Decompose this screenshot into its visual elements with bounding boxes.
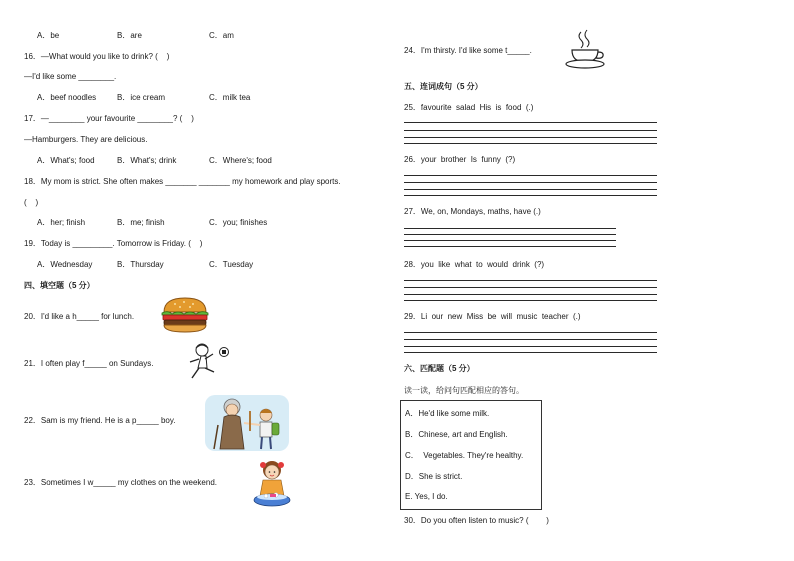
answer-line xyxy=(404,122,657,123)
answer-line xyxy=(404,294,657,295)
q18-option-c: C．you; finishes xyxy=(209,218,268,227)
teacup-icon xyxy=(563,28,607,72)
q22-text: 22．Sam is my friend. He is a p_____ boy. xyxy=(24,416,176,425)
q15-option-b: B．are xyxy=(117,31,142,40)
q17-option-a: A．What's; food xyxy=(37,156,95,165)
q18-answer-paren: ( ) xyxy=(24,198,39,207)
answer-line xyxy=(404,280,657,281)
q16-option-a: A．beef noodles xyxy=(37,93,97,102)
q15-option-a: A．be xyxy=(37,31,60,40)
answer-choice-a: A．He'd like some milk. xyxy=(405,409,490,418)
answer-choice-e: E. Yes, I do. xyxy=(405,492,448,501)
answer-line xyxy=(404,137,657,138)
q16-option-b: B．ice cream xyxy=(117,93,166,102)
section-6-title: 六、匹配题（5 分） xyxy=(404,364,475,373)
q19-question: 19．Today is _________. Tomorrow is Friday. ( ) xyxy=(24,239,203,248)
q28-text: 28．you like what to would drink (?) xyxy=(404,260,545,269)
q18-question: 18．My mom is strict. She often makes _______ _______ my homework and play sports. xyxy=(24,177,341,186)
q29-text: 29．Li our new Miss be will music teacher (.) xyxy=(404,312,581,321)
answer-line xyxy=(404,240,616,241)
answer-line xyxy=(404,234,616,235)
q16-question: 16．—What would you like to drink? ( ) xyxy=(24,52,170,61)
q23-text: 23．Sometimes I w_____ my clothes on the weekend. xyxy=(24,478,217,487)
answer-choice-d: D．She is strict. xyxy=(405,472,463,481)
answer-line xyxy=(404,143,657,144)
q18-option-b: B．me; finish xyxy=(117,218,165,227)
q27-text: 27．We, on, Mondays, maths, have (.) xyxy=(404,207,541,216)
answer-line xyxy=(404,130,657,131)
girl-washing-clothes-icon xyxy=(248,456,296,512)
answer-choice-c: C． Vegetables. They're healthy. xyxy=(405,451,524,460)
q17-answer-line: —Hamburgers. They are delicious. xyxy=(24,135,148,144)
q17-option-b: B．What's; drink xyxy=(117,156,177,165)
section-4-title: 四、填空题（5 分） xyxy=(24,281,95,290)
q25-text: 25．favourite salad His is food (.) xyxy=(404,103,534,112)
hamburger-icon xyxy=(160,296,210,334)
q16-option-c: C．milk tea xyxy=(209,93,251,102)
q15-option-c: C．am xyxy=(209,31,234,40)
answer-line xyxy=(404,339,657,340)
q24-text: 24．I'm thirsty. I'd like some t_____. xyxy=(404,46,532,55)
q17-option-c: C．Where's; food xyxy=(209,156,272,165)
answer-line xyxy=(404,332,657,333)
answer-line xyxy=(404,346,657,347)
answer-line xyxy=(404,175,657,176)
q30-text: 30．Do you often listen to music? ( ) xyxy=(404,516,549,525)
answer-choices-box xyxy=(400,400,542,510)
answer-line xyxy=(404,228,616,229)
answer-line xyxy=(404,189,657,190)
q16-answer-line: —I'd like some ________. xyxy=(24,72,117,81)
q17-question: 17．—________ your favourite ________? ( ) xyxy=(24,114,194,123)
answer-line xyxy=(404,352,657,353)
boy-helping-grandma-icon xyxy=(204,393,290,453)
answer-line xyxy=(404,246,616,247)
q20-text: 20．I'd like a h_____ for lunch. xyxy=(24,312,135,321)
q19-option-b: B．Thursday xyxy=(117,260,164,269)
answer-choice-b: B．Chinese, art and English. xyxy=(405,430,508,439)
answer-line xyxy=(404,182,657,183)
section-5-title: 五、连词成句（5 分） xyxy=(404,82,483,91)
answer-line xyxy=(404,300,657,301)
q19-option-a: A．Wednesday xyxy=(37,260,93,269)
matching-instruction: 读一读，给问句匹配相应的答句。 xyxy=(404,386,524,395)
answer-line xyxy=(404,287,657,288)
q21-text: 21．I often play f_____ on Sundays. xyxy=(24,359,154,368)
answer-line xyxy=(404,195,657,196)
q18-option-a: A．her; finish xyxy=(37,218,86,227)
boy-playing-football-icon xyxy=(180,340,238,382)
q19-option-c: C．Tuesday xyxy=(209,260,254,269)
q26-text: 26．your brother Is funny (?) xyxy=(404,155,516,164)
